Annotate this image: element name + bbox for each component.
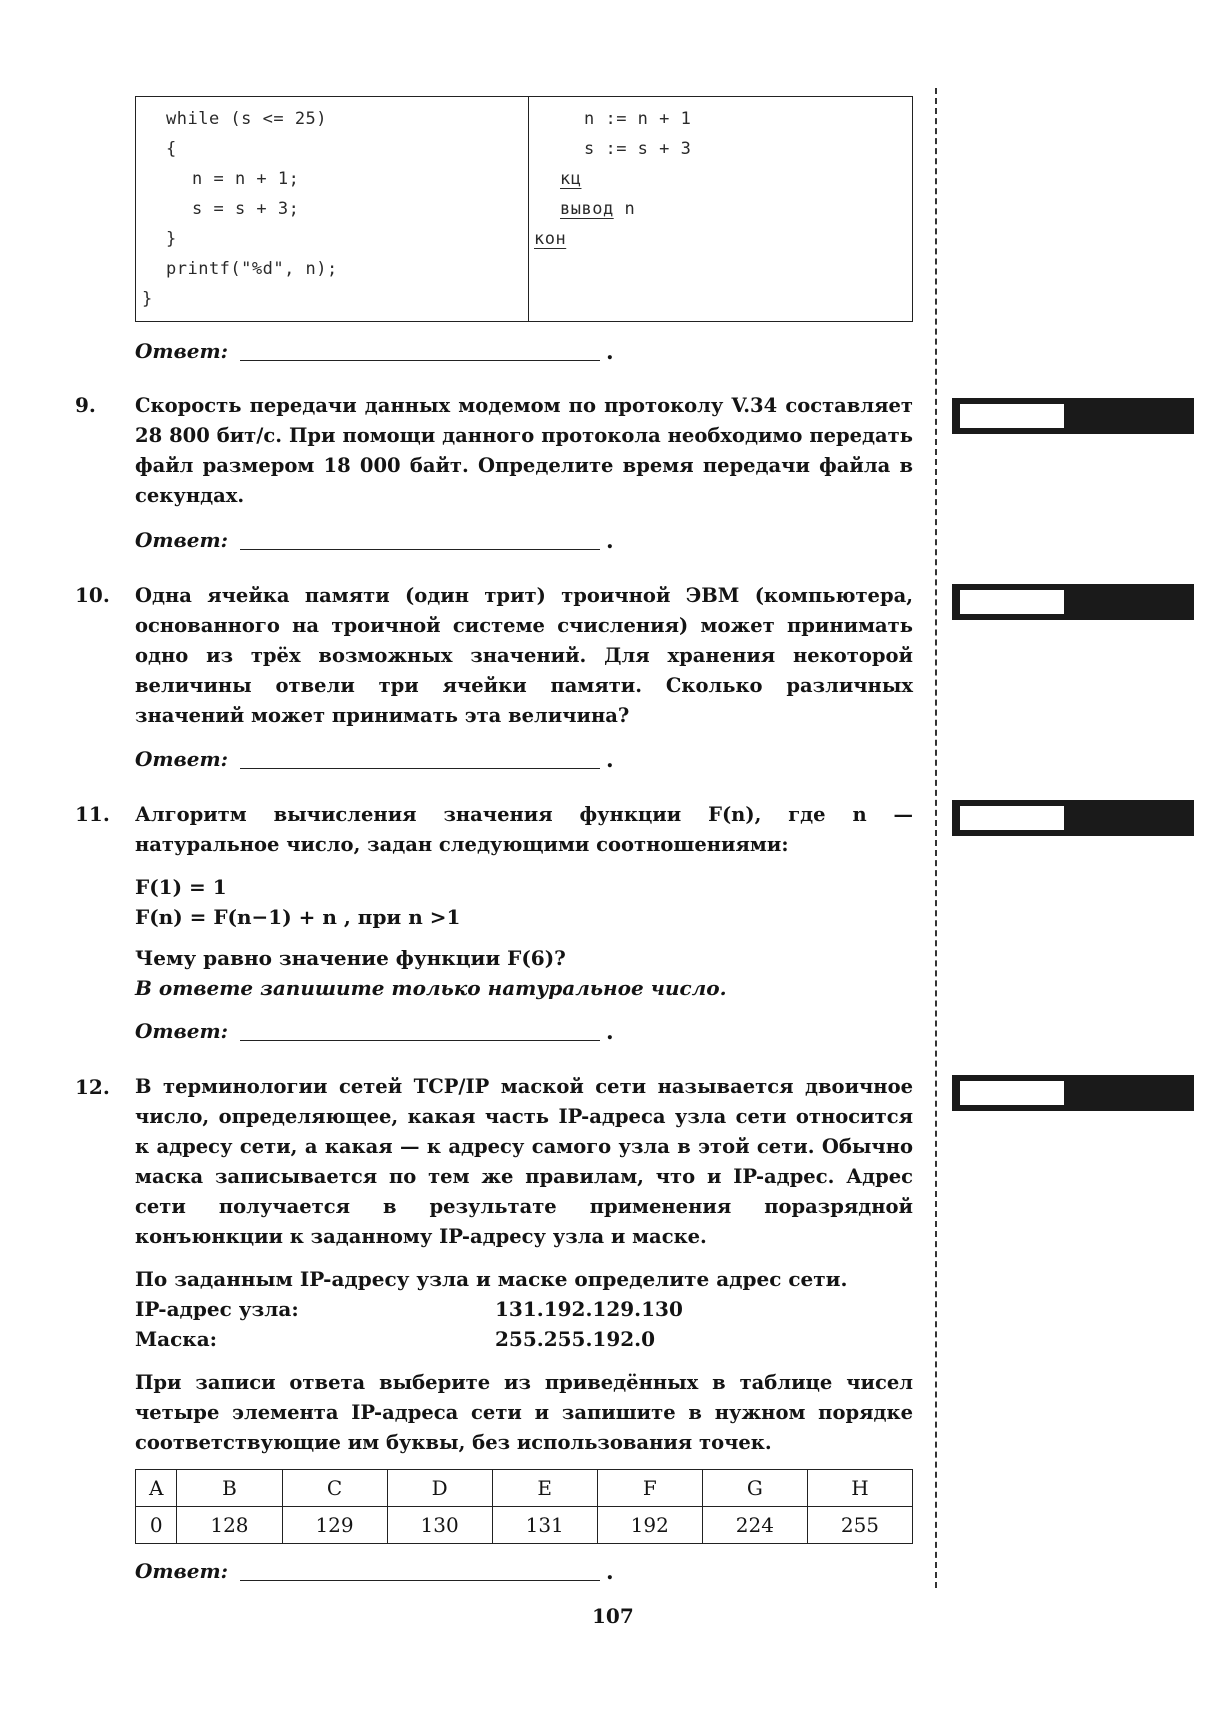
code-keyword: вывод [560,199,614,219]
code-line: n := n + 1 [584,109,692,129]
question-text: В терминологии сетей TCP/IP маской сети называется двоичное число, определяющее, какая часть IP-адреса узла сети относится к адресу сети, а какая — к адресу самого узла в этой сети. Обычно маска записывается по тем же правилам, что и IP-адрес. Адрес сети получается в результате применения поразрядной конъюнкции к заданному IP-адресу узла и маске. [135,1075,913,1248]
table-cell: G [702,1470,807,1507]
answer-slot[interactable] [960,806,1064,830]
question-number: 11. [75,802,110,826]
answer-label: Ответ: [135,747,228,771]
answer-label: Ответ: [135,1019,228,1043]
answer-field-11[interactable] [952,800,1194,836]
table-cell: E [492,1470,597,1507]
formula-recursive: F(n) = F(n−1) + n , при n >1 [135,905,461,929]
table-cell: 224 [702,1507,807,1544]
table-cell: B [177,1470,282,1507]
code-line: printf("%d", n); [166,259,338,279]
answer-label: Ответ: [135,528,228,552]
table-cell: 131 [492,1507,597,1544]
code-var: n [624,199,636,219]
code-keyword: кц [560,169,582,189]
answer-slot[interactable] [960,590,1064,614]
mask-label: Маска: [135,1327,218,1351]
answer-slot[interactable] [960,1081,1064,1105]
question-number: 12. [75,1075,110,1099]
question-text: Алгоритм вычисления значения функции F(n), где n — натуральное число, задан следующими соотношениями: [135,803,913,856]
table-cell: F [597,1470,702,1507]
answer-line[interactable] [240,1580,600,1581]
answer-line[interactable] [240,768,600,769]
answer-instruction: В ответе запишите только натуральное число. [135,976,727,1000]
code-line: n = n + 1; [192,169,300,189]
answer-line[interactable] [240,549,600,550]
answer-line[interactable] [240,1040,600,1041]
code-line: s := s + 3 [584,139,692,159]
question-number: 9. [75,393,96,417]
table-cell: 129 [282,1507,387,1544]
code-line [560,199,635,219]
question-prompt: Чему равно значение функции F(6)? [135,946,566,970]
answer-dot: . [606,528,614,554]
code-c-column [136,97,529,321]
table-cell: 255 [807,1507,912,1544]
code-line: } [166,229,177,249]
code-algorithmic-column [528,97,912,321]
cut-line [935,88,937,1588]
answer-dot: . [606,339,614,365]
code-line: } [142,289,153,309]
mask-value: 255.255.192.0 [495,1327,656,1351]
page-number: 107 [592,1604,634,1628]
answer-label: Ответ: [135,1559,228,1583]
code-line: while (s <= 25) [166,109,328,129]
table-cell: A [136,1470,177,1507]
table-cell: 128 [177,1507,282,1544]
table-cell: H [807,1470,912,1507]
table-cell: D [387,1470,492,1507]
answer-field-10[interactable] [952,584,1194,620]
task-text: По заданным IP-адресу узла и маске определите адрес сети. [135,1267,848,1291]
code-box [135,96,913,322]
table-cell: C [282,1470,387,1507]
answer-slot[interactable] [960,404,1064,428]
answer-field-12[interactable] [952,1075,1194,1111]
question-text: Одна ячейка памяти (один трит) троичной ЭВМ (компьютера, основанного на троичной системе счисления) может принимать одно из трёх возможных значений. Для хранения некоторой величины отвели три ячейки памяти. Сколько различных значений может принимать эта величина? [135,584,913,727]
formula-base: F(1) = 1 [135,875,227,899]
answer-field-9[interactable] [952,398,1194,434]
code-keyword: кон [534,229,567,249]
table-cell: 130 [387,1507,492,1544]
table-row-letters [136,1470,913,1507]
table-cell: 0 [136,1507,177,1544]
answer-dot: . [606,747,614,773]
answer-instruction: При записи ответа выберите из приведённых в таблице чисел четыре элемента IP-адреса сети и запишите в нужном порядке соответствующие им буквы, без использования точек. [135,1371,913,1454]
answer-dot: . [606,1019,614,1045]
table-row-values [136,1507,913,1544]
ip-label: IP-адрес узла: [135,1297,299,1321]
code-line: { [166,139,177,159]
table-cell: 192 [597,1507,702,1544]
code-line: s = s + 3; [192,199,300,219]
question-number: 10. [75,583,110,607]
answer-dot: . [606,1559,614,1585]
question-text: Скорость передачи данных модемом по протоколу V.34 составляет 28 800 бит/с. При помощи данного протокола необходимо передать файл размером 18 000 байт. Определите время передачи файла в секундах. [135,394,913,507]
answer-label: Ответ: [135,339,228,363]
ip-options-table [135,1469,913,1544]
answer-line[interactable] [240,360,600,361]
ip-value: 131.192.129.130 [495,1297,683,1321]
